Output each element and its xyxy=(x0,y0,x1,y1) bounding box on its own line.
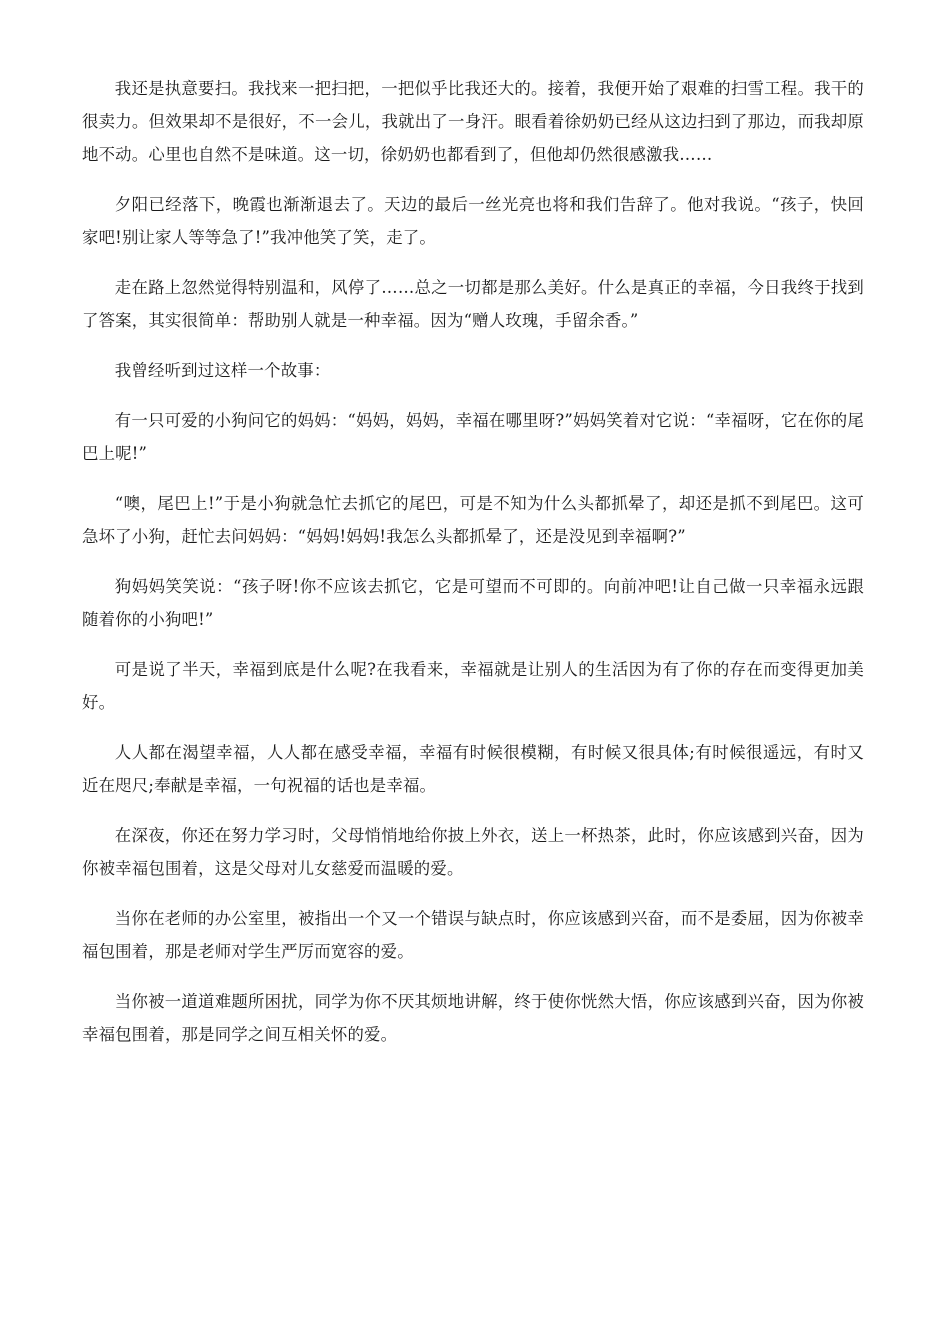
paragraph: 我还是执意要扫。我找来一把扫把，一把似乎比我还大的。接着，我便开始了艰难的扫雪工程。我干的很卖力。但效果却不是很好，不一会儿，我就出了一身汗。眼看着徐奶奶已经从这边扫到了那边，而我却原地不动。心里也自然不是味道。这一切，徐奶奶也都看到了，但他却仍然很感激我…… xyxy=(82,79,864,164)
document-body xyxy=(82,72,864,1068)
paragraph: 人人都在渴望幸福，人人都在感受幸福，幸福有时候很模糊，有时候又很具体;有时候很遥远，有时又近在咫尺;奉献是幸福，一句祝福的话也是幸福。 xyxy=(82,743,864,795)
paragraph: “噢，尾巴上!”于是小狗就急忙去抓它的尾巴，可是不知为什么头都抓晕了，却还是抓不到尾巴。这可急坏了小狗，赶忙去问妈妈：“妈妈!妈妈!我怎么头都抓晕了，还是没见到幸福啊?” xyxy=(82,494,864,546)
paragraph: 当你在老师的办公室里，被指出一个又一个错误与缺点时，你应该感到兴奋，而不是委屈，因为你被幸福包围着，那是老师对学生严厉而宽容的爱。 xyxy=(82,909,864,961)
paragraph: 可是说了半天，幸福到底是什么呢?在我看来，幸福就是让别人的生活因为有了你的存在而变得更加美好。 xyxy=(82,660,864,712)
paragraph: 在深夜，你还在努力学习时，父母悄悄地给你披上外衣，送上一杯热茶，此时，你应该感到兴奋，因为你被幸福包围着，这是父母对儿女慈爱而温暖的爱。 xyxy=(82,826,864,878)
paragraph: 走在路上忽然觉得特别温和，风停了……总之一切都是那么美好。什么是真正的幸福，今日我终于找到了答案，其实很简单：帮助别人就是一种幸福。因为“赠人玫瑰，手留余香。” xyxy=(82,278,864,330)
paragraph: 狗妈妈笑笑说：“孩子呀!你不应该去抓它，它是可望而不可即的。向前冲吧!让自己做一只幸福永远跟随着你的小狗吧!” xyxy=(82,577,864,629)
paragraph: 有一只可爱的小狗问它的妈妈：“妈妈，妈妈，幸福在哪里呀?”妈妈笑着对它说：“幸福呀，它在你的尾巴上呢!” xyxy=(82,411,864,463)
paragraph: 当你被一道道难题所困扰，同学为你不厌其烦地讲解，终于使你恍然大悟，你应该感到兴奋，因为你被幸福包围着，那是同学之间互相关怀的爱。 xyxy=(82,992,864,1044)
paragraph: 我曾经听到过这样一个故事： xyxy=(114,361,331,380)
paragraph: 夕阳已经落下，晚霞也渐渐退去了。天边的最后一丝光亮也将和我们告辞了。他对我说。“孩子，快回家吧!别让家人等等急了!”我冲他笑了笑，走了。 xyxy=(82,195,864,247)
